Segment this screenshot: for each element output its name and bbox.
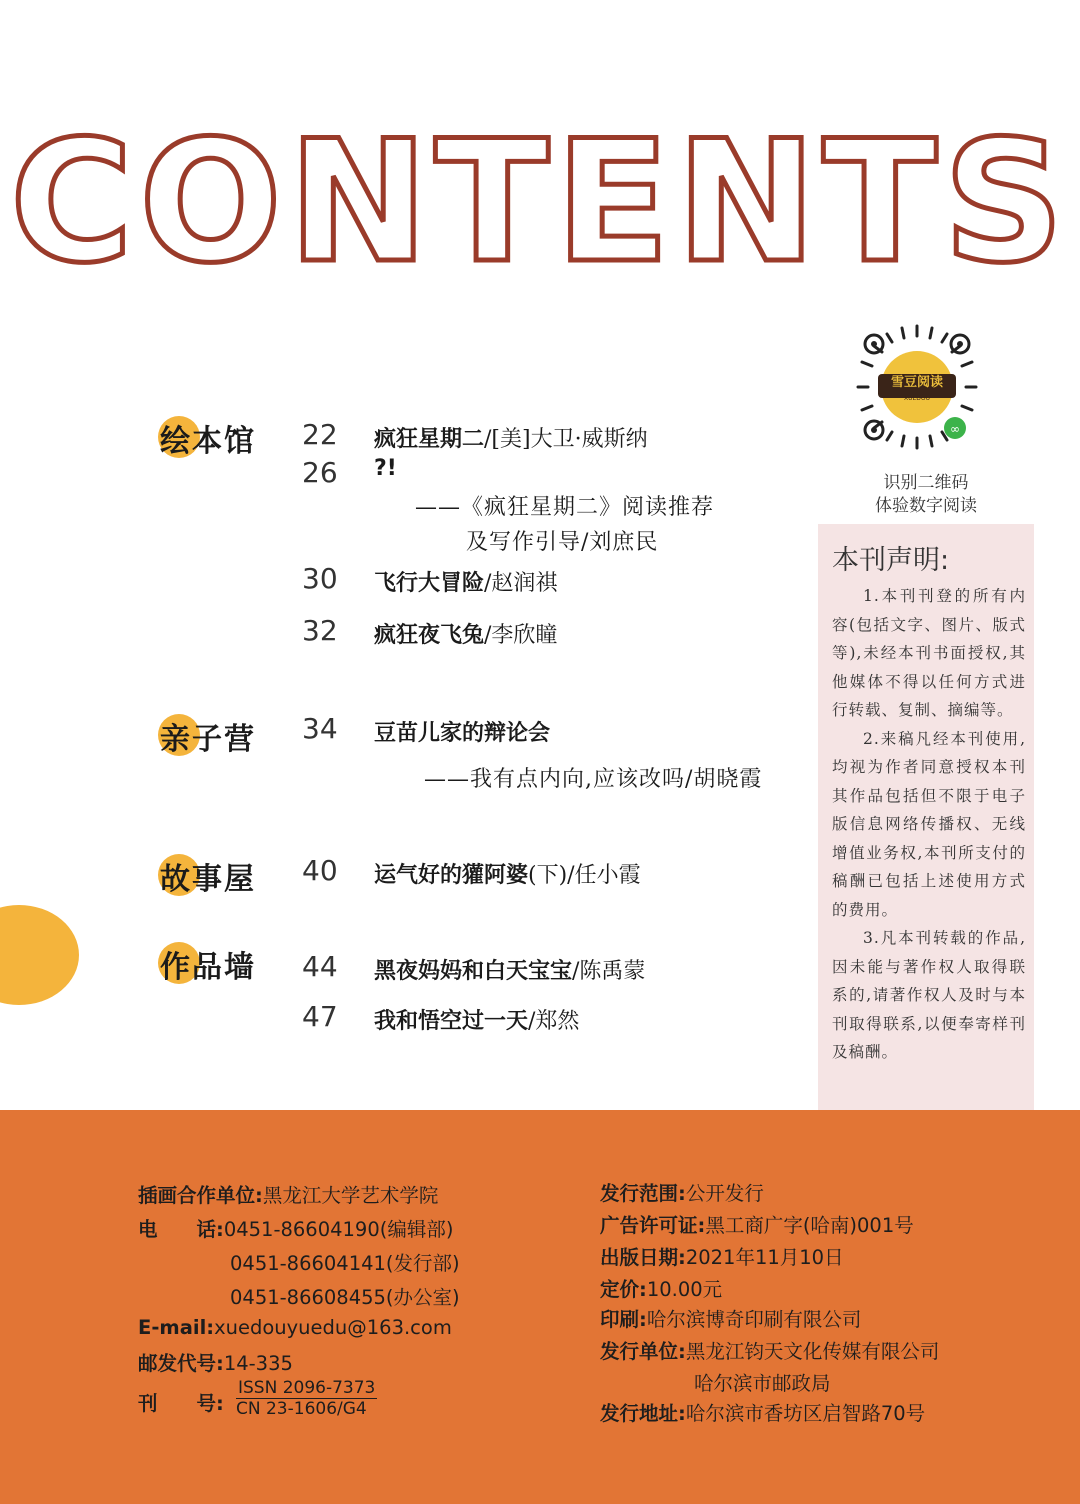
colophon-line	[138, 1214, 453, 1242]
statement-box	[818, 524, 1034, 1110]
entry-author: /赵润祺	[484, 571, 558, 596]
entry-author: /陈禹蒙	[572, 959, 646, 984]
page-number: 44	[302, 950, 338, 983]
entry-title: 我和悟空过一天	[374, 1009, 529, 1034]
colophon-value: 10.00元	[646, 1278, 723, 1301]
colophon-label: 发行单位:	[600, 1340, 686, 1363]
entry-title: 运气好的獾阿婆	[374, 863, 529, 888]
page-number: 32	[302, 614, 338, 647]
section-label-text: 作品墙	[160, 950, 256, 985]
colophon-label: 定价:	[600, 1278, 647, 1301]
colophon-line	[138, 1388, 224, 1416]
entry-title: 豆苗儿家的辩论会	[374, 721, 551, 746]
toc-entry[interactable]	[374, 456, 397, 481]
page-number: 22	[302, 418, 338, 451]
colophon-value: 哈尔滨博奇印刷有限公司	[646, 1308, 862, 1331]
colophon-value: 哈尔滨市香坊区启智路70号	[685, 1402, 926, 1425]
toc-entry[interactable]	[374, 716, 550, 747]
toc-entry[interactable]	[374, 618, 557, 649]
section-label-text: 故事屋	[160, 862, 256, 897]
contents-title-text: CONTENTS	[9, 120, 1071, 290]
statement-paragraph: 2.来稿凡经本刊使用,均视为作者同意授权本刊其作品包括但不限于电子版信息网络传播权、无线增值业务权,本刊所支付的稿酬已包括上述使用方式的费用。	[832, 729, 1026, 919]
issn-number: ISSN 2096-7373	[238, 1378, 376, 1398]
svg-text:∞: ∞	[950, 422, 960, 436]
colophon-footer	[0, 1110, 1080, 1504]
issn-block	[236, 1378, 377, 1419]
page-number: 34	[302, 712, 338, 745]
page-number: 47	[302, 1000, 338, 1033]
qr-code[interactable]	[852, 322, 982, 452]
toc-entry[interactable]	[374, 954, 645, 985]
colophon-line	[138, 1180, 438, 1208]
toc-entry[interactable]	[374, 566, 557, 597]
entry-title: 疯狂星期二	[374, 427, 485, 452]
page-number: 26	[302, 456, 338, 489]
colophon-label: 发行范围:	[600, 1182, 686, 1205]
entry-author: /郑然	[528, 1009, 580, 1034]
toc-entry[interactable]	[374, 1004, 579, 1035]
entry-title: 飞行大冒险	[374, 571, 485, 596]
colophon-value: 黑龙江大学艺术学院	[262, 1184, 439, 1207]
colophon-line	[230, 1282, 460, 1310]
colophon-line	[600, 1304, 861, 1332]
colophon-value: 14-335	[223, 1352, 293, 1375]
page-number: 40	[302, 854, 338, 887]
qr-logo-text: 雪豆阅读	[890, 375, 943, 390]
contents-title	[0, 120, 1080, 290]
colophon-line	[600, 1242, 844, 1270]
statement-title: 本刊声明:	[832, 545, 950, 576]
colophon-label: 插画合作单位:	[138, 1184, 263, 1207]
entry-author: /[美]大卫·威斯纳	[484, 427, 648, 452]
colophon-value: 黑工商广字(哈南)001号	[705, 1214, 914, 1237]
colophon-line	[138, 1316, 452, 1339]
entry-subtitle: 及写作引导/刘庶民	[466, 530, 659, 555]
colophon-value: 2021年11月10日	[685, 1246, 844, 1269]
entry-title: 疯狂夜飞兔	[374, 623, 485, 648]
qr-caption-2: 体验数字阅读	[875, 496, 977, 516]
colophon-line	[600, 1336, 939, 1364]
toc-entry[interactable]	[374, 422, 648, 453]
colophon-line	[138, 1348, 293, 1376]
colophon-value: 0451-86604141(发行部)	[230, 1252, 460, 1275]
colophon-label: 刊 号:	[138, 1392, 224, 1415]
entry-subtitle: ——我有点内向,应该改吗/胡晓霞	[424, 767, 763, 792]
colophon-line	[600, 1210, 914, 1238]
statement-paragraph: 3.凡本刊转载的作品,因未能与著作权人取得联系的,请著作权人及时与本刊取得联系,以便奉寄样刊及稿酬。	[832, 929, 1026, 1061]
colophon-line	[600, 1398, 925, 1426]
colophon-label: 电 话:	[138, 1218, 224, 1241]
colophon-line	[600, 1178, 764, 1206]
colophon-value: 黑龙江钧天文化传媒有限公司	[685, 1340, 940, 1363]
section-label-text: 亲子营	[160, 722, 256, 757]
colophon-line	[600, 1274, 722, 1302]
colophon-value: 0451-86604190(编辑部)	[223, 1218, 454, 1241]
statement-body	[832, 582, 1026, 1067]
colophon-line	[230, 1248, 460, 1276]
section-label-text: 绘本馆	[160, 424, 256, 459]
entry-author: /李欣瞳	[484, 623, 558, 648]
entry-title: 黑夜妈妈和白天宝宝	[374, 959, 573, 984]
colophon-value: 0451-86608455(办公室)	[230, 1286, 460, 1309]
toc-entry[interactable]	[374, 858, 641, 889]
statement-paragraph: 1.本刊刊登的所有内容(包括文字、图片、版式等),未经本刊书面授权,其他媒体不得以任何方式进行转载、复制、摘编等。	[832, 587, 1026, 719]
colophon-label: 邮发代号:	[138, 1352, 224, 1375]
colophon-label: 发行地址:	[600, 1402, 686, 1425]
entry-author: (下)/任小霞	[528, 863, 641, 888]
colophon-label: 广告许可证:	[600, 1214, 706, 1237]
qr-caption-1: 识别二维码	[883, 473, 969, 493]
cn-number: CN 23-1606/G4	[236, 1399, 367, 1419]
entry-title: ?!	[374, 456, 397, 481]
decorative-circle	[0, 905, 79, 1005]
colophon-label: 印刷:	[600, 1308, 647, 1331]
colophon-value: 公开发行	[685, 1182, 764, 1205]
qr-logo-sub: XUEDOU	[903, 395, 931, 402]
email-link[interactable]: xuedouyuedu@163.com	[214, 1316, 452, 1339]
colophon-label: 出版日期:	[600, 1246, 686, 1269]
entry-subtitle: ——《疯狂星期二》阅读推荐	[415, 495, 715, 520]
colophon-label: E-mail:	[138, 1316, 215, 1339]
colophon-line	[694, 1368, 831, 1396]
page-number: 30	[302, 562, 338, 595]
colophon-value: 哈尔滨市邮政局	[694, 1372, 831, 1395]
